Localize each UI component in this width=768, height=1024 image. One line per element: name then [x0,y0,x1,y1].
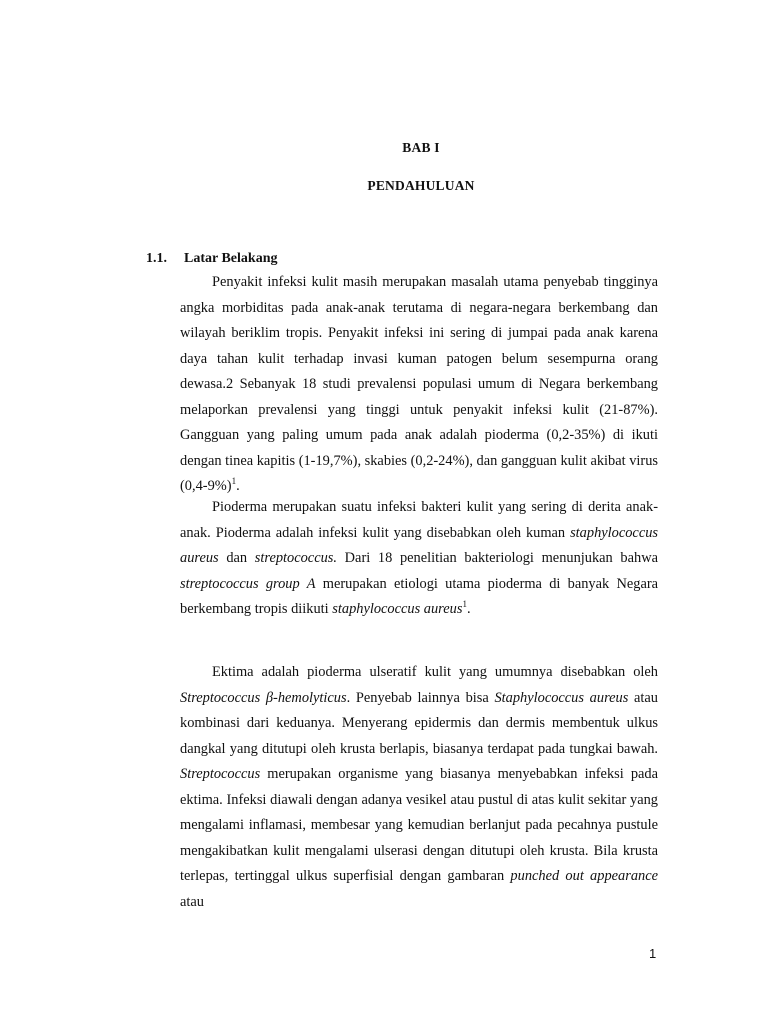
italic-term: streptococcus group A [180,575,316,592]
italic-term: streptococcus. [254,550,337,566]
paragraph-text: merupakan etiologi utama pioderma di banyak Negara berkembang tropis diikuti [180,575,659,617]
paragraph-2 [180,495,658,623]
footnote-ref: 1 [231,476,237,487]
paragraph-text: . Penyebab lainnya bisa [346,689,495,706]
paragraph-text: Pioderma merupakan suatu infeksi bakteri kulit yang sering di derita anak-anak. Pioderma adalah infeksi kulit yang disebabkan oleh kuman [180,499,658,541]
italic-term: staphylococcus aureus [332,601,463,617]
chapter-title: PENDAHULUAN [367,178,475,193]
italic-term: Streptococcus [180,766,261,782]
paragraph-text: atau kombinasi dari keduanya. Menyerang epidermis dan dermis membentuk ulkus dangkal yang ditutupi oleh krusta berlapis, biasanya terdapat pada tungkai bawah. [180,689,658,757]
paragraph-1 [180,270,658,500]
paragraph-end: . [236,478,240,494]
footnote-ref: 1 [462,599,467,610]
paragraph-3 [180,660,658,915]
italic-term: Streptococcus β-hemolyticus [180,689,347,706]
paragraph-text: merupakan organisme yang biasanya menyebabkan infeksi pada ektima. Infeksi diawali dengan adanya vesikel atau pustul di atas kulit sekitar yang mengalami inflamasi, membesar yang kemudian berlanjut pada pecahnya pustule mengakibatkan kulit mengalami ulserasi dengan ditutupi oleh krusta. Bila krusta terlepas, tertinggal ulkus superfisial dengan gambaran [180,766,658,884]
paragraph-text: Ektima adalah pioderma ulseratif kulit yang umumnya disebabkan oleh [212,664,658,680]
page-number: 1 [649,946,657,961]
paragraph-text: Dari 18 penelitian bakteriologi menunjukan bahwa [336,550,658,566]
section-title: Latar Belakang [184,251,278,266]
italic-term: staphylococcus aureus [180,524,658,566]
section-number: 1.1. [146,251,167,266]
section-heading [146,251,277,267]
italic-term: punched out appearance [510,868,658,884]
paragraph-text: atau [180,893,204,910]
chapter-heading: BAB I [402,140,440,155]
paragraph-text: Penyakit infeksi kulit masih merupakan masalah utama penyebab tingginya angka morbiditas pada anak-anak terutama di negara-negara berkembang dan wilayah beriklim tropis. Penyakit infeksi ini sering di jumpai pada anak karena daya tahan kulit terhadap invasi kuman patogen belum sesempurna orang dewasa.2 Sebanyak 18 studi prevalensi populasi umum di Negara berkembang melaporkan prevalensi yang tinggi untuk penyakit infeksi kulit (21-87%). Gangguan yang paling umum pada anak adalah pioderma (0,2-35%) di ikuti dengan tinea kapitis (1-19,7%), skabies (0,2-24%), dan gangguan kulit akibat virus (0,4-9%) [180,274,658,494]
paragraph-text: dan [218,550,255,566]
paragraph-end: . [466,601,471,617]
italic-term: Staphylococcus aureus [494,689,629,706]
